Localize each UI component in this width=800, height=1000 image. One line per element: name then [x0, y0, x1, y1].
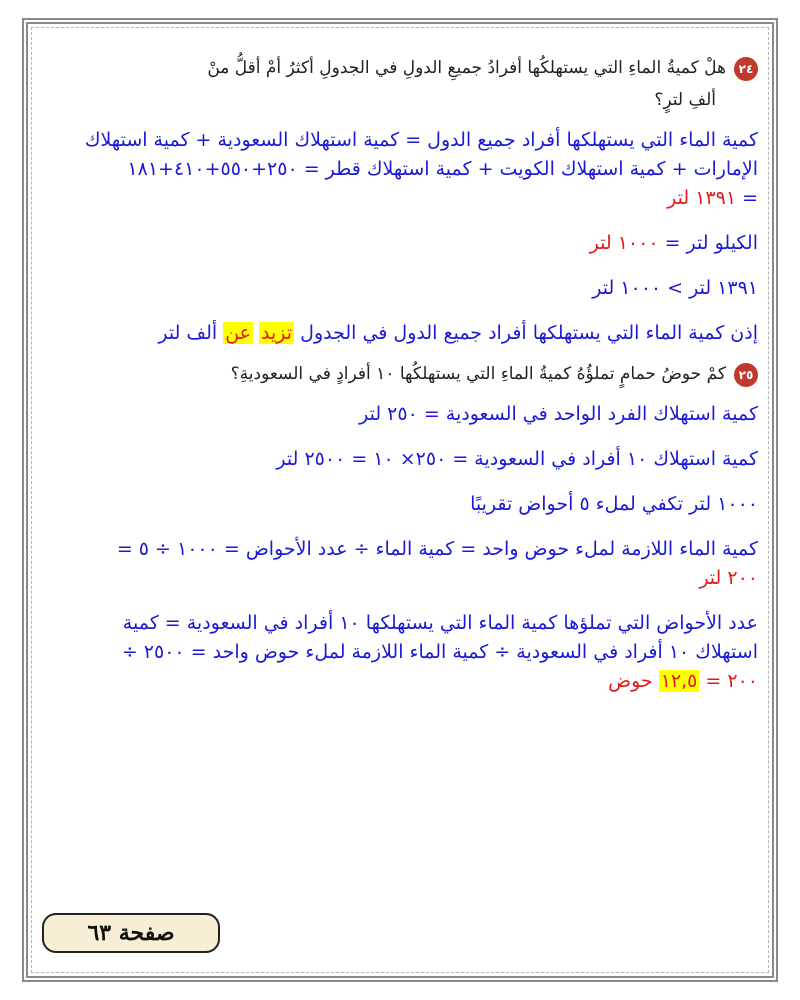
total-result: ١٣٩١ لتر [667, 187, 737, 209]
kilo-label: الكيلو لتر = [658, 232, 758, 254]
solution-25-line-6: عدد الأحواض التي تملؤها كمية الماء التي يستهلكها ١٠ أفراد في السعودية = كمية [122, 612, 758, 634]
solution-25-line-7: استهلاك ١٠ أفراد في السعودية ÷ كمية الماء اللازمة لملء حوض واحد = ٢٥٠٠ ÷ [121, 641, 758, 663]
equals-sign: = [736, 187, 758, 209]
final-prefix: ٢٠٠ = [699, 670, 758, 692]
solution-25-line-8 [46, 667, 758, 696]
solution-25-line-2: كمية استهلاك ١٠ أفراد في السعودية = ٢٥٠× ١٠ = ٢٥٠٠ لتر [276, 448, 758, 470]
question-25-text: كمْ حوضُ حمامٍ تملؤُهُ كميةُ الماءِ التي يستهلكُها ١٠ أفرادٍ في السعوديةِ؟ [230, 364, 726, 384]
conclusion-text: إذن كمية الماء التي يستهلكها أفراد جميع الدول في الجدول [294, 322, 758, 344]
solution-25-line-5: ٢٠٠ لتر [699, 567, 758, 589]
solution-24-line-2: الإمارات + كمية استهلاك الكويت + كمية استهلاك قطر = ٢٥٠+٥٥٠+٤١٠+١٨١ [127, 158, 758, 180]
kilo-liter-line [46, 229, 758, 258]
highlight-than: عن [225, 322, 251, 344]
page-number-tab [42, 913, 220, 953]
solution-24-line-1: كمية الماء التي يستهلكها أفراد جميع الدول = كمية استهلاك السعودية + كمية استهلاك [84, 129, 758, 151]
solution-25-line-1: كمية استهلاك الفرد الواحد في السعودية = ٢٥٠ لتر [359, 403, 758, 425]
highlight-exceeds: تزيد [261, 322, 293, 344]
solution-25-line-4: كمية الماء اللازمة لملء حوض واحد = كمية الماء ÷ عدد الأحواض = ١٠٠٠ ÷ ٥ = [116, 538, 758, 560]
final-result-highlight: ١٢,٥ [660, 670, 698, 692]
solution-24-line-3 [46, 184, 758, 213]
question-24-line-1 [46, 52, 758, 84]
final-unit: حوض [608, 670, 659, 692]
page-content [46, 52, 758, 696]
page-number-label: صفحة ٦٣ [87, 920, 175, 946]
solution-25-line-3: ١٠٠٠ لتر تكفي لملء ٥ أحواض تقريبًا [470, 493, 758, 515]
question-24-line-2: ألفِ لترٍ؟ [654, 90, 716, 110]
question-number-25-badge: ٢٥ [734, 363, 758, 387]
comparison-line: ١٣٩١ لتر > ١٠٠٠ لتر [592, 277, 758, 299]
question-number-24-badge: ٢٤ [734, 57, 758, 81]
question-25 [46, 358, 758, 390]
kilo-value: ١٠٠٠ لتر [589, 232, 659, 254]
conclusion-24 [46, 319, 758, 348]
question-24-text: هلْ كميةُ الماءِ التي يستهلكُها أفرادُ جميعِ الدولِ في الجدولِ أكثرُ أمْ أقلُّ منْ [207, 58, 726, 78]
conclusion-end: ألف لتر [158, 322, 224, 344]
